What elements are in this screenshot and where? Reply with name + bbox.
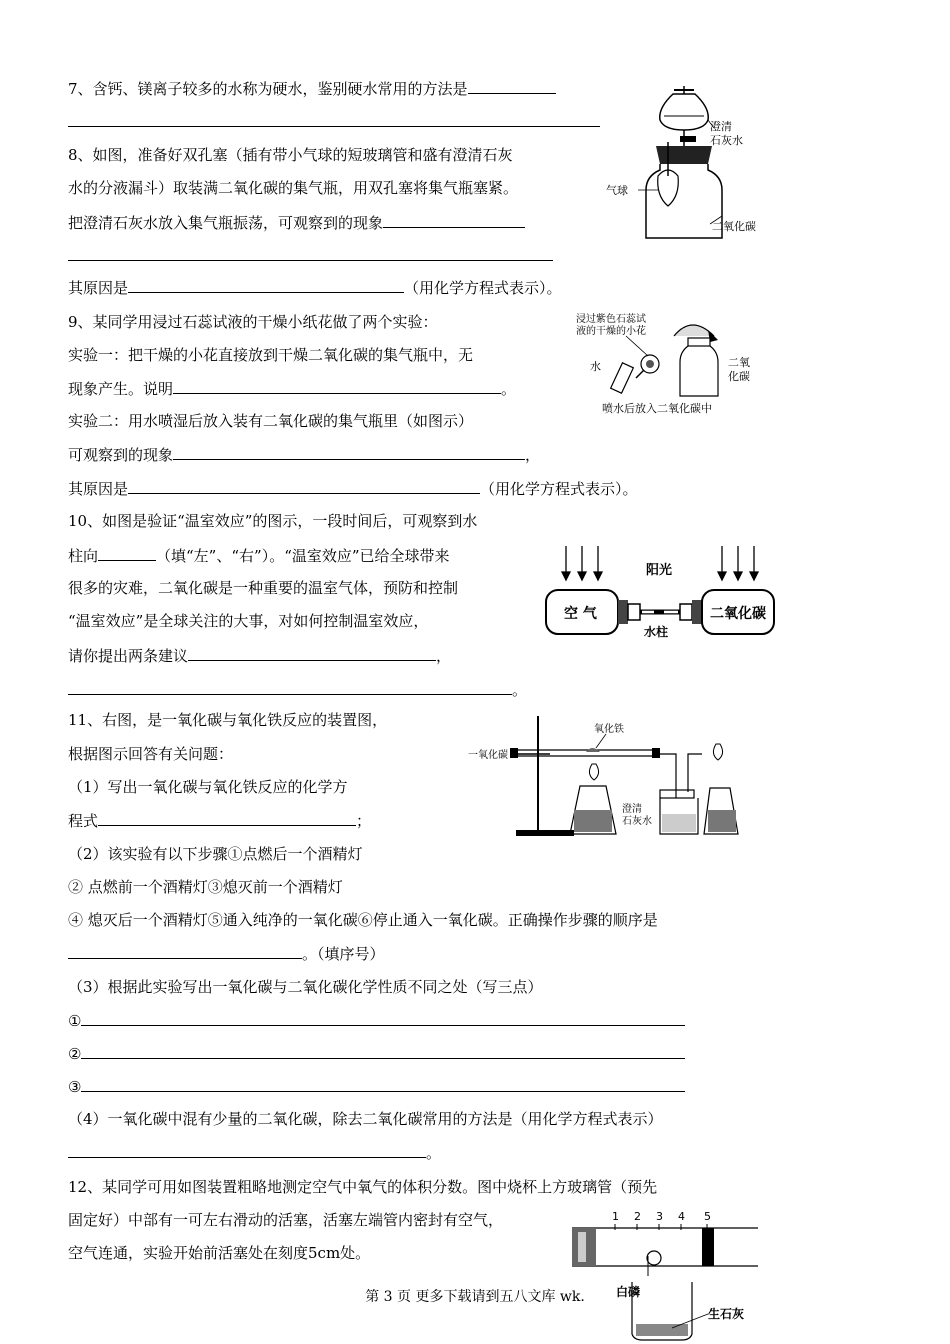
q10-line5-suffix: ，: [436, 647, 452, 665]
q8-reason-suffix: （用化学方程式表示）。: [404, 279, 562, 297]
q11-p2-suffix: 。（填序号）: [302, 945, 385, 963]
q9-explain-blank[interactable]: [173, 378, 501, 394]
q10-line3: 很多的灾难，二氧化碳是一种重要的温室气体，预防和控制: [68, 579, 459, 597]
q11-p4-suffix: 。: [426, 1144, 442, 1162]
q9-reason: [68, 478, 638, 499]
q10-suggestion-blank-1[interactable]: [188, 645, 436, 661]
q9-line3: [68, 378, 516, 399]
q10-line4: “温室效应”是全球关注的大事，对如何控制温室效应，: [68, 612, 429, 630]
q8-fig-lime-label-1: 澄清: [710, 120, 732, 133]
q8-phenomenon-blank[interactable]: [383, 212, 525, 228]
q11-p3-marker-3: ③: [68, 1078, 82, 1096]
q8-fig-lime-label-2: 石灰水: [710, 134, 743, 147]
q10-figure-greenhouse: [540, 544, 780, 644]
q9-fig-water-label: 水: [590, 360, 601, 373]
q11-p3-blank-3[interactable]: [81, 1076, 685, 1092]
q11-p1-line1: （1）写出一氧化碳与氧化铁反应的化学方: [68, 778, 348, 796]
q10-line1: 10、如图是验证“温室效应”的图示，一段时间后，可观察到水: [68, 512, 478, 530]
q11-p3-marker-2: ②: [68, 1045, 82, 1063]
q12-line1: 12、某同学可用如图装置粗略地测定空气中氧气的体积分数。图中烧杯上方玻璃管（预先: [68, 1178, 658, 1196]
q8-fig-balloon-label: 气球: [606, 184, 628, 197]
q11-p2-line3: ④ 熄灭后一个酒精灯⑤通入纯净的一氧化碳⑥停止通入一氧化碳。正确操作步骤的顺序是: [68, 911, 658, 929]
q10-line2-prefix: 柱向: [68, 547, 99, 565]
q11-fig-lime-label-1: 澄清: [622, 804, 642, 815]
q11-p3-blank-1[interactable]: [81, 1010, 685, 1026]
q11-fig-co-label: 一氧化碳: [468, 750, 508, 761]
q10-line6-suffix: 。: [512, 681, 528, 699]
q8-fig-co2-label: 二氧化碳: [712, 220, 756, 233]
q10-suggestion-blank-2[interactable]: [68, 679, 512, 695]
q11-figure-co-reduction: [466, 714, 746, 838]
q9-fig-co2-label-1: 二氧: [728, 356, 750, 369]
q10-fig-water-column-label: 水柱: [644, 625, 669, 639]
q11-p3-item-1: [68, 1010, 685, 1031]
q12-fig-quicklime-label: 生石灰: [708, 1307, 745, 1321]
q9-fig-caption: 喷水后放入二氧化碳中: [602, 402, 712, 415]
q8-reason-blank[interactable]: [128, 277, 404, 293]
q12-fig-scale-2: 2: [634, 1210, 641, 1223]
q10-direction-blank[interactable]: [98, 545, 156, 561]
q9-line2: 实验一：把干燥的小花直接放到干燥二氧化碳的集气瓶中，无: [68, 346, 474, 364]
page-footer: 第 3 页 更多下载请到五八文库 wk.: [365, 1289, 585, 1305]
q12-line2: 固定好）中部有一可左右滑动的活塞，活塞左端管内密封有空气，: [68, 1211, 504, 1229]
q9-line5-prefix: 可观察到的现象: [68, 446, 174, 464]
q9-line5: [68, 444, 540, 465]
q7-text: 7、含钙、镁离子较多的水称为硬水，鉴别硬水常用的方法是: [68, 80, 468, 98]
q11-fig-fe2o3-label: 氧化铁: [594, 724, 624, 735]
q11-line1: 11、右图，是一氧化碳与氧化铁反应的装置图，: [68, 711, 388, 729]
q12-figure-oxygen-measure: [568, 1206, 768, 1342]
q11-p3-line1: （3）根据此实验写出一氧化碳与二氧化碳化学性质不同之处（写三点）: [68, 978, 543, 996]
q11-p1-line2: [68, 810, 371, 831]
q11-p4-line1: （4）一氧化碳中混有少量的二氧化碳，除去二氧化碳常用的方法是（用化学方程式表示）: [68, 1110, 663, 1128]
q10-fig-sunlight-label: 阳光: [646, 563, 673, 578]
q12-fig-scale-1: 1: [612, 1210, 619, 1223]
q9-figure-litmus-flower: [574, 308, 770, 418]
q12-fig-scale-4: 4: [678, 1210, 685, 1223]
q11-equation-blank[interactable]: [98, 810, 356, 826]
q8-line2: 水的分液漏斗）取装满二氧化碳的集气瓶，用双孔塞将集气瓶塞紧。: [68, 179, 519, 197]
q9-fig-co2-label-2: 化碳: [728, 370, 750, 383]
q7-line: [68, 78, 556, 99]
q11-p3-marker-1: ①: [68, 1012, 82, 1030]
q9-reason-prefix: 其原因是: [68, 480, 129, 498]
q11-p4-line2: [68, 1142, 441, 1163]
q9-fig-flower-label-1: 浸过紫色石蕊试: [576, 314, 646, 325]
q11-p1-suffix: ；: [356, 812, 372, 830]
q11-fig-lime-label-2: 石灰水: [622, 816, 652, 827]
q10-line5-prefix: 请你提出两条建议: [68, 647, 189, 665]
q11-p2-line1: （2）该实验有以下步骤①点燃后一个酒精灯: [68, 845, 363, 863]
q12-fig-phosphorus-label: 白磷: [616, 1285, 641, 1299]
q12-fig-scale-5: 5: [704, 1210, 711, 1223]
q8-reason-prefix: 其原因是: [68, 279, 129, 297]
q8-line3-text: 把澄清石灰水放入集气瓶振荡，可观察到的现象: [68, 214, 384, 232]
q10-line6: [68, 679, 527, 700]
q9-reason-suffix: （用化学方程式表示）。: [480, 480, 638, 498]
q8-reason: [68, 277, 562, 298]
q9-line1: 9、某同学用浸过石蕊试液的干燥小纸花做了两个实验：: [68, 313, 438, 331]
q10-fig-air-label: 空 气: [564, 606, 597, 622]
q11-p4-blank[interactable]: [68, 1142, 426, 1158]
q9-reason-blank[interactable]: [128, 478, 480, 494]
q10-fig-co2-label: 二氧化碳: [710, 606, 766, 622]
q11-p2-line4: [68, 943, 385, 964]
q9-line5-suffix: ，: [525, 446, 541, 464]
q9-phenomenon-blank[interactable]: [173, 444, 525, 460]
q11-p3-item-3: [68, 1076, 685, 1097]
q9-line4: 实验二：用水喷湿后放入装有二氧化碳的集气瓶里（如图示）: [68, 412, 474, 430]
q11-p1-prefix: 程式: [68, 812, 99, 830]
q11-p2-line2: ② 点燃前一个酒精灯③熄灭前一个酒精灯: [68, 878, 343, 896]
q7-answer-blank[interactable]: [468, 78, 556, 94]
q12-fig-scale-3: 3: [656, 1210, 663, 1223]
q8-phenomenon-line[interactable]: [68, 260, 553, 261]
q8-line1: 8、如图，准备好双孔塞（插有带小气球的短玻璃管和盛有澄清石灰: [68, 146, 513, 164]
q10-line5: [68, 645, 451, 666]
q8-figure-co2-bottle: [598, 86, 773, 246]
q11-order-blank[interactable]: [68, 943, 302, 959]
q8-line3: [68, 212, 525, 233]
q11-p3-blank-2[interactable]: [81, 1043, 685, 1059]
q9-fig-flower-label-2: 液的干燥的小花: [576, 326, 646, 337]
q10-line2-suffix: （填“左”、“右”）。“温室效应”已给全球带来: [156, 547, 450, 565]
q10-line2: [68, 545, 450, 566]
q9-line3-suffix: 。: [501, 380, 517, 398]
q7-answer-line[interactable]: [68, 126, 600, 127]
q11-line2: 根据图示回答有关问题：: [68, 745, 234, 763]
q11-p3-item-2: [68, 1043, 685, 1064]
q12-line3: 空气连通，实验开始前活塞处在刻度5cm处。: [68, 1244, 371, 1262]
q9-line3-prefix: 现象产生。说明: [68, 380, 174, 398]
